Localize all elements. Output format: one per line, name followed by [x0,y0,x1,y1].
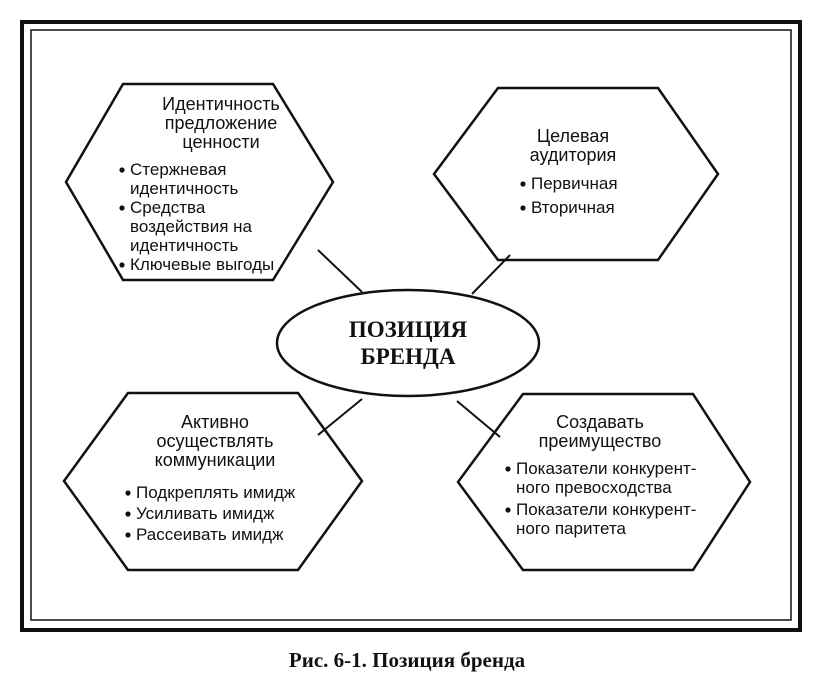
bullet-dot [125,532,130,537]
hexagon-identity-bullet-line: Ключевые выгоды [130,255,275,274]
bullet-dot [505,466,510,471]
hexagon-audience-bullet-line: Вторичная [531,198,615,217]
bullet-dot [119,205,124,210]
hexagon-advantage-title-line: Создавать [556,412,644,432]
hexagon-communicate-title-line: Активно [181,412,249,432]
hexagon-communicate-bullet-line: Усиливать имидж [136,504,275,523]
hexagon-identity-bullet-line: Стержневая [130,160,227,179]
connector-advantage [457,401,500,437]
hexagon-audience-title-line: Целевая [536,126,610,146]
center-title-line-1: ПОЗИЦИЯ [348,317,468,342]
center-node [277,290,539,396]
hexagon-advantage-bullet-line: Показатели конкурент- [516,500,697,519]
bullet-dot [125,511,130,516]
hexagon-identity-bullet-line: идентичность [130,179,239,198]
bullet-dot [119,262,124,267]
hexagon-communicate-bullet-line: Подкреплять имидж [136,483,296,502]
hexagon-audience-bullet-line: Первичная [531,174,618,193]
hexagon-communicate [64,393,362,570]
hexagon-advantage [458,394,750,570]
hexagon-advantage-title-line: преимущество [538,431,662,451]
bullet-dot [520,181,525,186]
connector-identity [318,250,362,292]
hexagon-communicate-bullet-line: Рассеивать имидж [136,525,284,544]
bullet-dot [125,490,130,495]
hexagon-audience [434,88,718,260]
hexagon-audience-title-line: аудитория [529,145,617,165]
hexagon-identity [66,84,333,280]
center-title-line-2: БРЕНДА [360,344,456,369]
figure-caption: Рис. 6-1. Позиция бренда [288,648,526,672]
hexagon-advantage-bullet-line: ного превосходства [516,478,672,497]
hexagon-identity-title-line: ценности [182,132,260,152]
hexagon-identity-title-line: предложение [164,113,278,133]
bullet-dot [520,205,525,210]
bullet-dot [119,167,124,172]
hexagon-communicate-title-line: коммуникации [154,450,276,470]
center-ellipse [277,290,539,396]
hexagon-identity-bullet-line: идентичность [130,236,239,255]
hexagon-communicate-title-line: осуществлять [156,431,274,451]
hexagon-advantage-bullet-line: ного паритета [516,519,626,538]
hexagon-identity-bullet-line: Средства [130,198,206,217]
hexagon-identity-bullet-line: воздействия на [130,217,252,236]
hexagon-advantage-bullet-line: Показатели конкурент- [516,459,697,478]
bullet-dot [505,507,510,512]
hexagon-identity-title-line: Идентичность [162,94,280,114]
